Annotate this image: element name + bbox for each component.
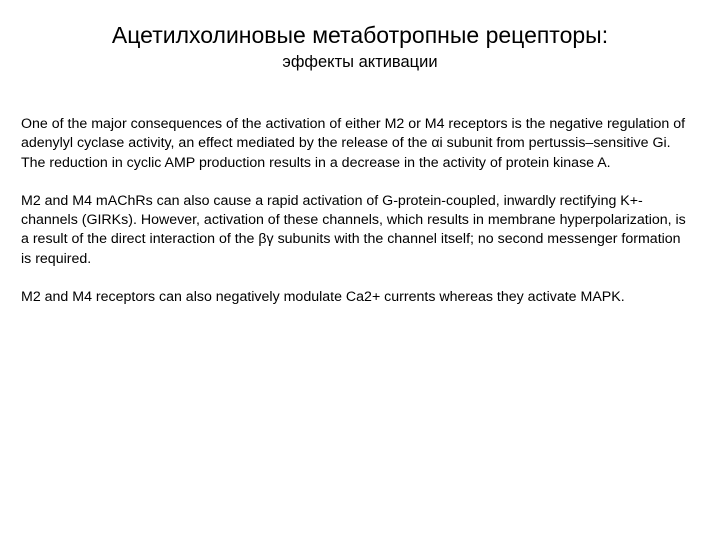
paragraph-adenylyl-cyclase: One of the major consequences of the activation of either M2 or M4 receptors is the negative regulation of adenylyl cyclase activity, an effect mediated by the release of the αi subunit from pertussis–sensitive Gi. The reduction in cyclic AMP production results in a decrease in the activity of protein kinase A. bbox=[21, 116, 686, 171]
slide-title: Ацетилхолиновые метаботропные рецепторы: bbox=[111, 22, 609, 48]
paragraph-calcium-mapk: M2 and M4 receptors can also negatively modulate Ca2+ currents whereas they activate MAPK. bbox=[21, 289, 625, 306]
slide-body bbox=[21, 115, 693, 326]
paragraph-girk-channels: M2 and M4 mAChRs can also cause a rapid activation of G-protein-coupled, inwardly rectifying K+-channels (GIRKs). However, activation of these channels, which results in membrane hyperpolarization, is a result of the direct interaction of the βγ subunits with the channel itself; no second messenger formation is required. bbox=[21, 192, 686, 267]
slide-subtitle: эффекты активации bbox=[282, 53, 438, 71]
